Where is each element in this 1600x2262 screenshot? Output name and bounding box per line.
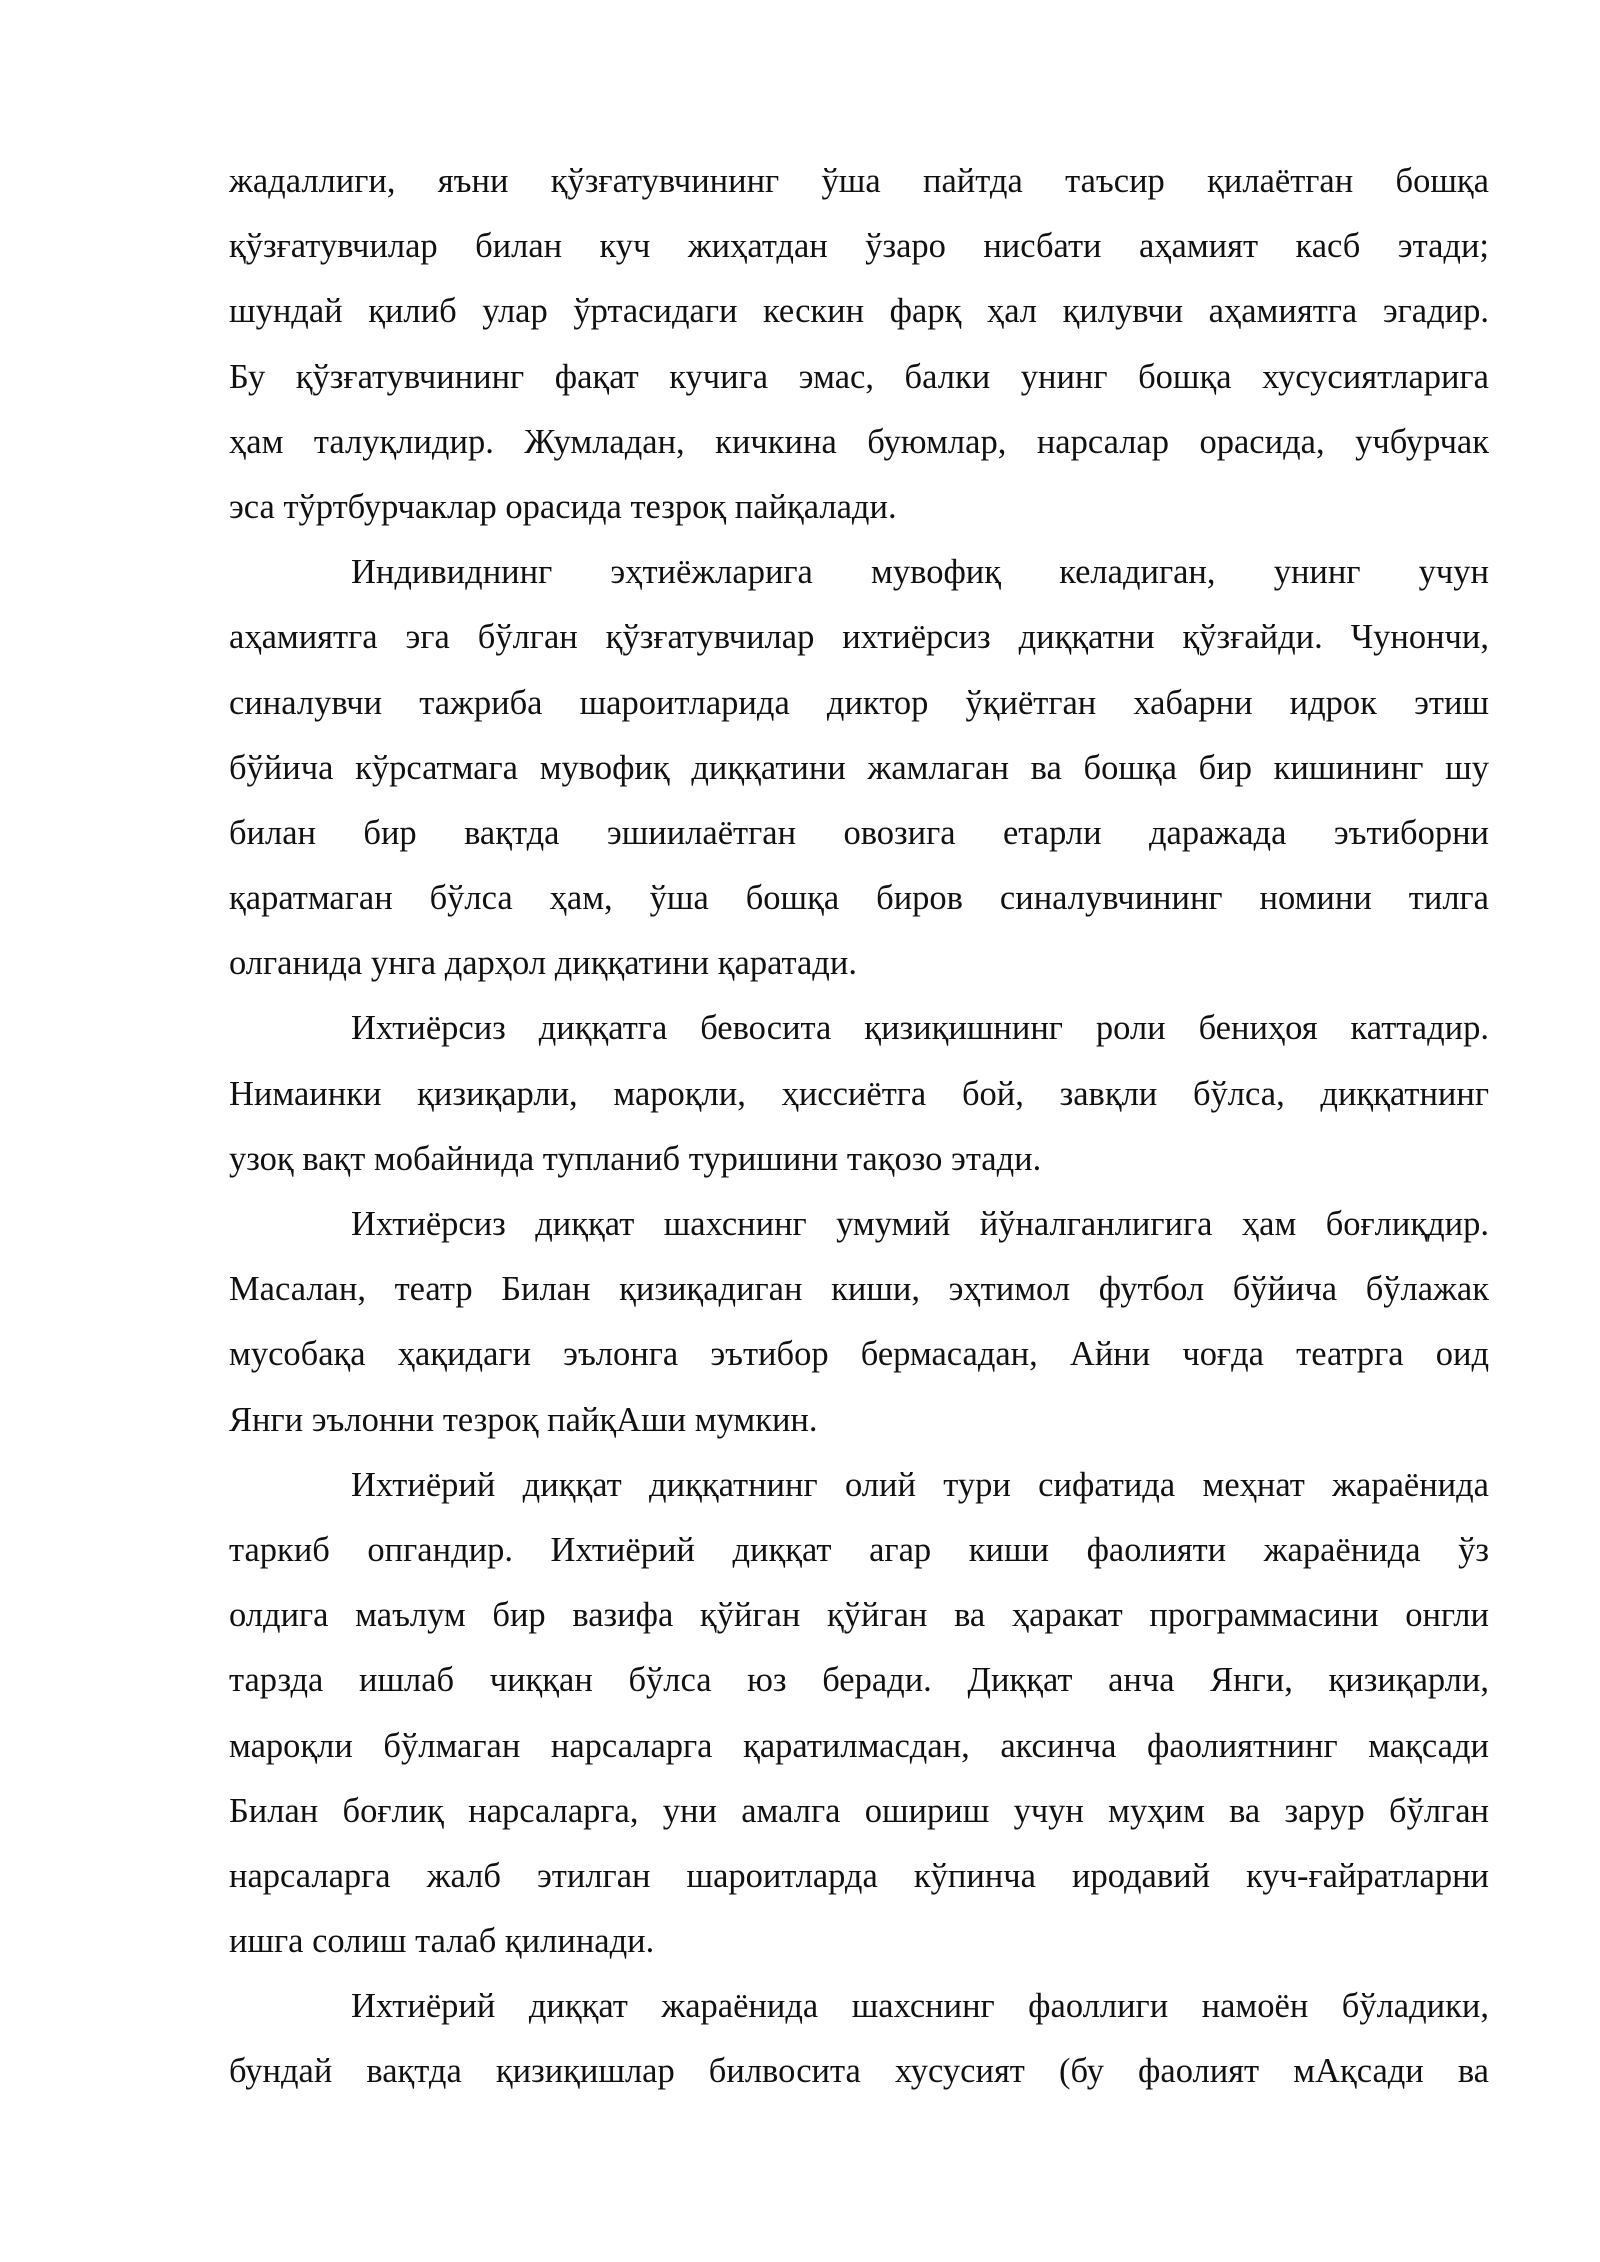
text-line: қаратмаган бўлса ҳам, ўша бошқа биров синалувчининг номини тилга — [229, 879, 1489, 918]
text-line: билан бир вақтда эшиилаётган овозига етарли даражада эътиборни — [229, 813, 1489, 852]
paragraph-first-line: Ихтиёрсиз диққатга бевосита қизиқишнинг роли бениҳоя каттадир. — [351, 1009, 1489, 1048]
text-line: Масалан, театр Билан қизиқадиган киши, эҳтимол футбол бўйича бўлажак — [229, 1270, 1489, 1309]
text-line: таркиб опгандир. Ихтиёрий диққат агар киши фаолияти жараёнида ўз — [229, 1530, 1489, 1569]
text-line: Бу қўзғатувчининг фақат кучига эмас, балки унинг бошқа хусусиятларига — [229, 357, 1489, 396]
text-line: синалувчи тажриба шароитларида диктор ўқиётган хабарни идрок этиш — [229, 683, 1489, 722]
text-line: ҳам талуқлидир. Жумладан, кичкина буюмлар, нарсалар орасида, учбурчак — [229, 422, 1489, 461]
body-text — [229, 149, 1489, 2105]
text-line: шундай қилиб улар ўртасидаги кескин фарқ ҳал қилувчи аҳамиятга эгадир. — [229, 292, 1489, 331]
paragraph-first-line: Ихтиёрий диққат диққатнинг олий тури сифатида меҳнат жараёнида — [351, 1465, 1489, 1504]
paragraph-first-line: Ихтиёрий диққат жараёнида шахснинг фаоллиги намоён бўладики, — [351, 1987, 1489, 2026]
text-line: ишга солиш талаб қилинади. — [229, 1922, 655, 1961]
text-line: мусобақа ҳақидаги эълонга эътибор бермасадан, Айни чоғда театрга оид — [229, 1335, 1489, 1374]
text-line: мароқли бўлмаган нарсаларга қаратилмасдан, аксинча фаолиятнинг мақсади — [229, 1726, 1489, 1765]
text-line: эса тўртбурчаклар орасида тезроқ пайқалади. — [229, 487, 897, 526]
text-line: жадаллиги, яъни қўзғатувчининг ўша пайтда таъсир қилаётган бошқа — [229, 162, 1489, 200]
text-line: олдига маълум бир вазифа қўйган қўйган ва ҳаракат программасини онгли — [229, 1596, 1489, 1635]
paragraph-first-line: Индивиднинг эҳтиёжларига мувофиқ келадиган, унинг учун — [351, 553, 1489, 592]
text-line: Нимаинки қизиқарли, мароқли, ҳиссиётга бой, завқли бўлса, диққатнинг — [229, 1074, 1489, 1113]
text-line: узоқ вақт мобайнида тупланиб туришини тақозо этади. — [229, 1139, 1042, 1178]
text-line: нарсаларга жалб этилган шароитларда кўпинча иродавий куч-ғайратларни — [229, 1856, 1489, 1895]
text-line: Янги эълонни тезроқ пайқАши мумкин. — [229, 1400, 818, 1439]
text-line: аҳамиятга эга бўлган қўзғатувчилар ихтиёрсиз диққатни қўзғайди. Чунончи, — [229, 618, 1489, 657]
text-line: тарзда ишлаб чиққан бўлса юз беради. Диққат анча Янги, қизиқарли, — [229, 1661, 1489, 1700]
text-line: Билан боғлиқ нарсаларга, уни амалга ошириш учун муҳим ва зарур бўлган — [229, 1791, 1489, 1830]
text-line: олганида унга дарҳол диққатини қаратади. — [229, 944, 857, 983]
text-line: бўйича кўрсатмага мувофиқ диққатини жамлаган ва бошқа бир кишининг шу — [229, 748, 1489, 787]
paragraph-first-line: Ихтиёрсиз диққат шахснинг умумий йўналганлигига ҳам боғлиқдир. — [351, 1205, 1489, 1243]
text-line: қўзғатувчилар билан куч жиҳатдан ўзаро нисбати аҳамият касб этади; — [229, 227, 1489, 266]
text-line: бундай вақтда қизиқишлар билвосита хусусият (бу фаолият мАқсади ва — [229, 2052, 1489, 2091]
